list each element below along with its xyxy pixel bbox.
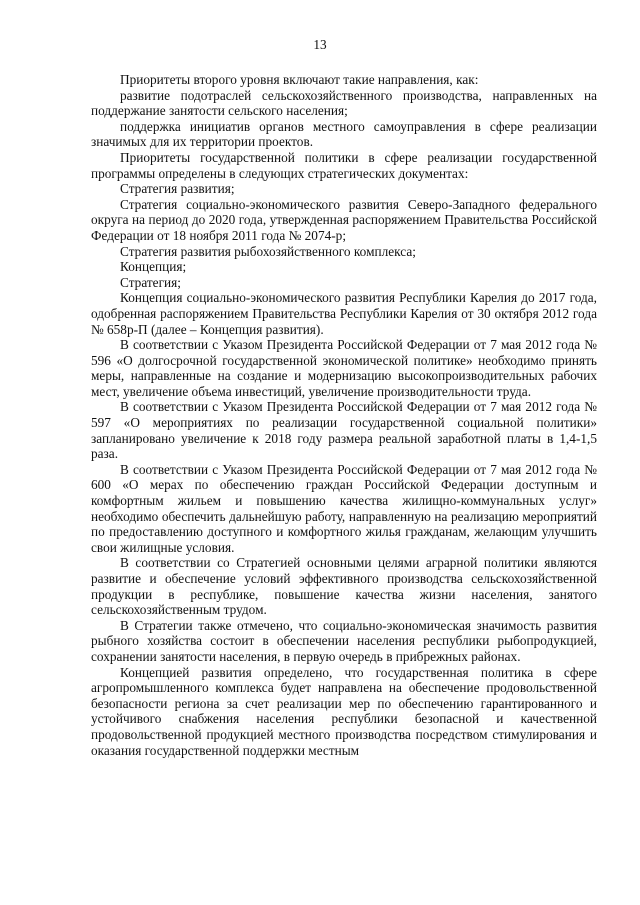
paragraph: Стратегия социально-экономического развития Северо-Западного федерального округа на период до 2020 года, утвержденная распоряжением Правительства Российской Федерации от 18 ноября 2011 года № 2074-р; [91,196,597,243]
paragraph: Приоритеты государственной политики в сфере реализации государственной программы определены в следующих стратегических документах: [91,149,597,181]
paragraph: В соответствии с Указом Президента Российской Федерации от 7 мая 2012 года № 600 «О мерах по обеспечению граждан Российской Федерации доступным и комфортным жильем и повышению качества жилищно-коммунальных услуг» необходимо обеспечить дальнейшую работу, направленную на реализацию мероприятий по предоставлению доступного и комфортного жилья гражданам, желающим улучшить свои жилищные условия. [91,461,597,555]
paragraph: Приоритеты второго уровня включают такие направления, как: [120,72,479,87]
paragraph: В Стратегии также отмечено, что социально-экономическая значимость развития рыбного хозяйства состоит в обеспечении населения республики рыбопродукцией, сохранении занятости населения, в первую очередь в прибрежных районах. [91,617,597,664]
page-number: 13 [313,37,327,52]
paragraph: Концепцией развития определено, что государственная политика в сфере агропромышленного комплекса будет направлена на обеспечение продовольственной безопасности региона за счет реализации мер по обеспечению гарантированного и устойчивого снабжения населения республики безопасной и качественной продовольственной продукцией местного производства посредством стимулирования и оказания государственной поддержки местным [91,664,597,758]
paragraph: В соответствии со Стратегией основными целями аграрной политики являются развитие и обеспечение условий эффективного производства сельскохозяйственной продукции в республике, повышение качества жизни населения, занятого сельскохозяйственным трудом. [91,555,597,618]
paragraph: Стратегия развития рыбохозяйственного комплекса; [120,243,416,259]
document-body [91,72,597,758]
paragraph: Стратегия развития; [120,181,235,197]
paragraph: В соответствии с Указом Президента Российской Федерации от 7 мая 2012 года № 597 «О мероприятиях по реализации государственной социальной политики» запланировано увеличение к 2018 году размера реальной заработной платы в 1,4-1,5 раза. [91,399,597,462]
paragraph: развитие подотраслей сельскохозяйственного производства, направленных на поддержание занятости сельского населения; [91,87,597,119]
paragraph: В соответствии с Указом Президента Российской Федерации от 7 мая 2012 года № 596 «О долгосрочной государственной экономической политике» необходимо принять меры, направленные на создание и модернизацию высокопроизводительных рабочих мест, увеличение объема инвестиций, увеличение производительности труда. [91,337,597,399]
paragraph: поддержка инициатив органов местного самоуправления в сфере реализации значимых для их территории проектов. [91,118,597,150]
paragraph: Стратегия; [120,274,181,290]
paragraph: Концепция социально-экономического развития Республики Карелия до 2017 года, одобренная распоряжением Правительства Республики Карелия от 30 октября 2012 года № 658р-П (далее – Концепция развития). [91,290,597,337]
paragraph: Концепция; [120,259,187,275]
